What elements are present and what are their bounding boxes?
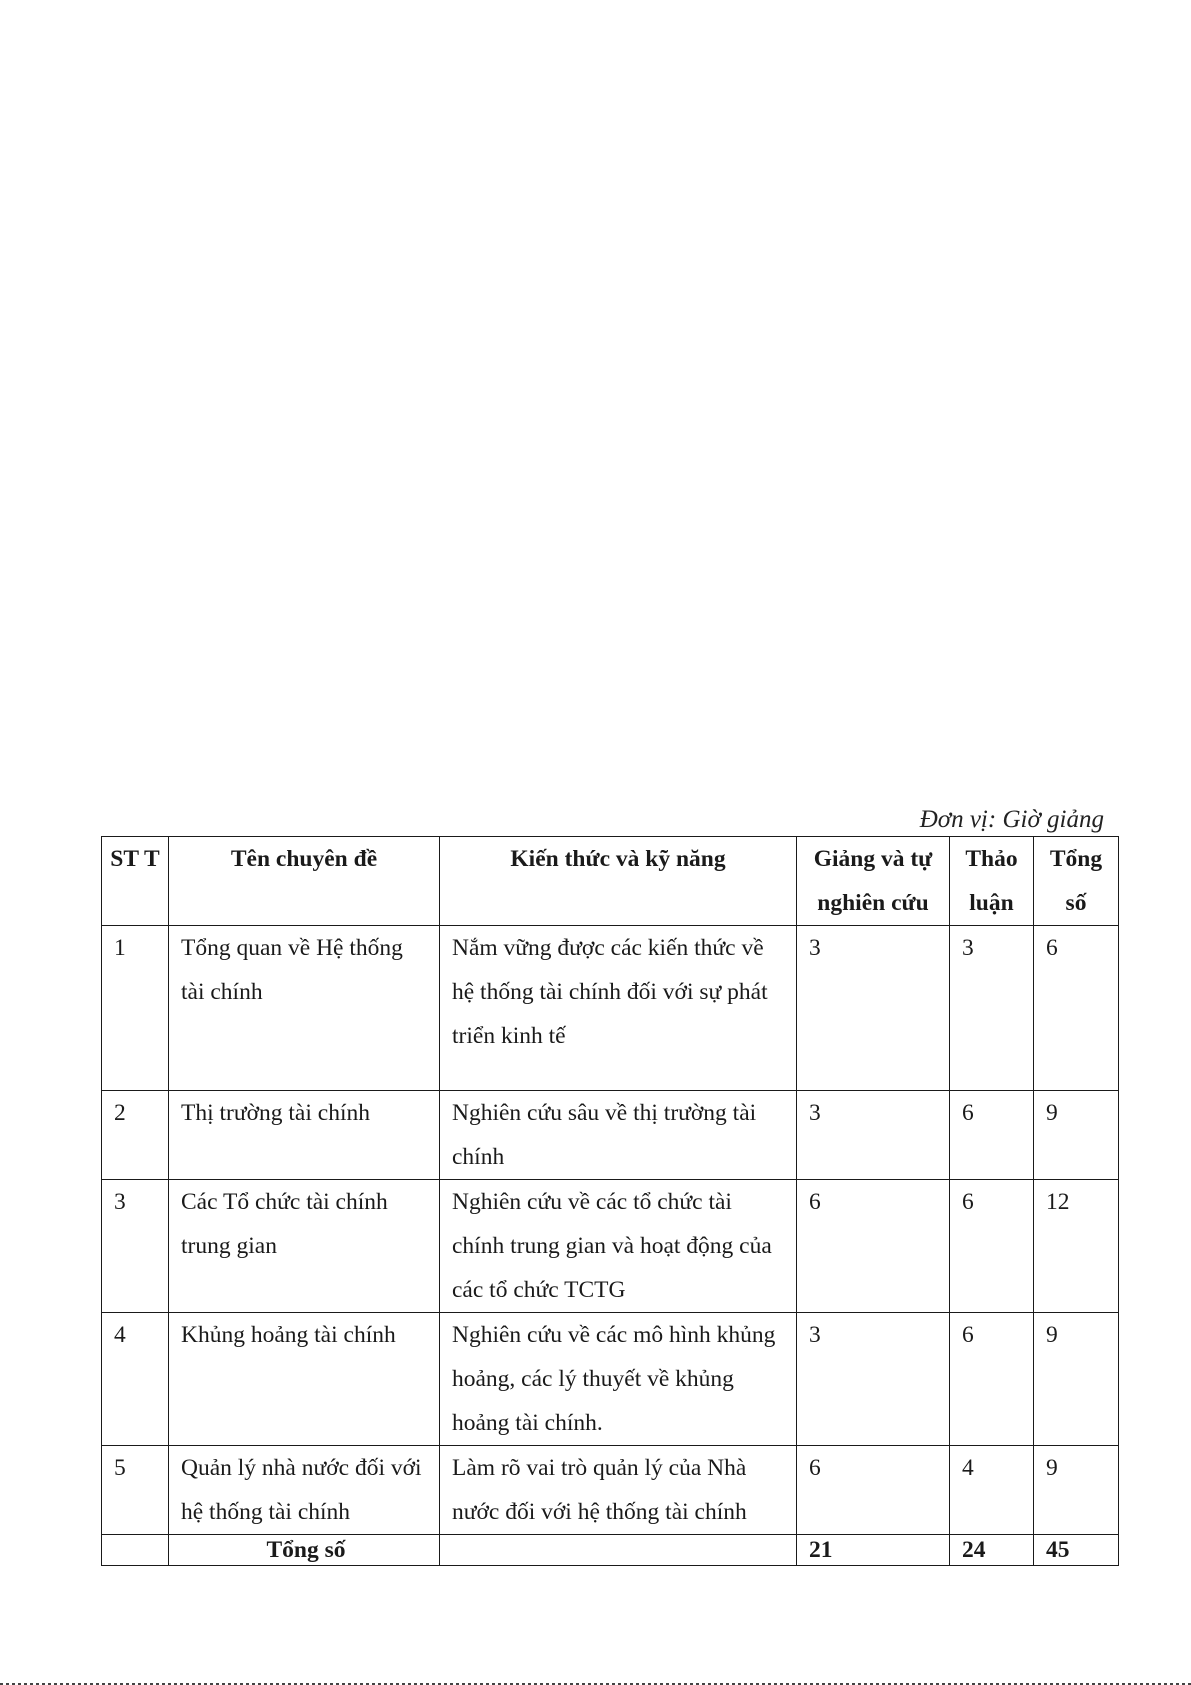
row-lecture-hours: 3 (797, 1091, 950, 1180)
syllabus-table (101, 836, 1119, 1566)
header-total: Tổng số (1034, 837, 1119, 926)
row-total-hours: 9 (1034, 1091, 1119, 1180)
totals-label: Tổng số (169, 1535, 440, 1566)
row-topic: Thị trường tài chính (169, 1091, 440, 1180)
row-discussion-hours: 3 (950, 926, 1034, 1091)
header-topic: Tên chuyên đề (169, 837, 440, 926)
row-stt: 1 (102, 926, 169, 1091)
row-topic: Các Tổ chức tài chính trung gian (169, 1180, 440, 1313)
row-lecture-hours: 6 (797, 1180, 950, 1313)
row-knowledge: Nghiên cứu về các mô hình khủng hoảng, các lý thuyết về khủng hoảng tài chính. (440, 1313, 797, 1446)
totals-knowledge-empty (440, 1535, 797, 1566)
totals-row (102, 1535, 1119, 1566)
table-row (102, 1313, 1119, 1446)
totals-lecture-hours: 21 (797, 1535, 950, 1566)
table-row (102, 1091, 1119, 1180)
row-stt: 5 (102, 1446, 169, 1535)
row-topic: Khủng hoảng tài chính (169, 1313, 440, 1446)
row-lecture-hours: 6 (797, 1446, 950, 1535)
row-discussion-hours: 6 (950, 1180, 1034, 1313)
table-row (102, 926, 1119, 1091)
row-stt: 4 (102, 1313, 169, 1446)
header-stt: ST T (102, 837, 169, 926)
totals-discussion-hours: 24 (950, 1535, 1034, 1566)
row-discussion-hours: 6 (950, 1091, 1034, 1180)
row-total-hours: 12 (1034, 1180, 1119, 1313)
row-total-hours: 6 (1034, 926, 1119, 1091)
row-total-hours: 9 (1034, 1446, 1119, 1535)
row-lecture-hours: 3 (797, 1313, 950, 1446)
row-topic: Quản lý nhà nước đối với hệ thống tài chính (169, 1446, 440, 1535)
header-knowledge: Kiến thức và kỹ năng (440, 837, 797, 926)
row-discussion-hours: 6 (950, 1313, 1034, 1446)
row-knowledge: Làm rõ vai trò quản lý của Nhà nước đối với hệ thống tài chính (440, 1446, 797, 1535)
row-stt: 2 (102, 1091, 169, 1180)
row-total-hours: 9 (1034, 1313, 1119, 1446)
row-knowledge: Nghiên cứu về các tổ chức tài chính trung gian và hoạt động của các tổ chức TCTG (440, 1180, 797, 1313)
totals-total-hours: 45 (1034, 1535, 1119, 1566)
row-stt: 3 (102, 1180, 169, 1313)
header-lecture: Giảng và tự nghiên cứu (797, 837, 950, 926)
table-row (102, 1180, 1119, 1313)
row-knowledge: Nghiên cứu sâu về thị trường tài chính (440, 1091, 797, 1180)
unit-note: Đơn vị: Giờ giảng (919, 806, 1104, 833)
table-row (102, 1446, 1119, 1535)
row-discussion-hours: 4 (950, 1446, 1034, 1535)
totals-stt-empty (102, 1535, 169, 1566)
row-lecture-hours: 3 (797, 926, 950, 1091)
header-discussion: Thảo luận (950, 837, 1034, 926)
row-topic: Tổng quan về Hệ thống tài chính (169, 926, 440, 1091)
row-knowledge: Nắm vững được các kiến thức về hệ thống tài chính đối với sự phát triển kinh tế (440, 926, 797, 1091)
table-header-row (102, 837, 1119, 926)
